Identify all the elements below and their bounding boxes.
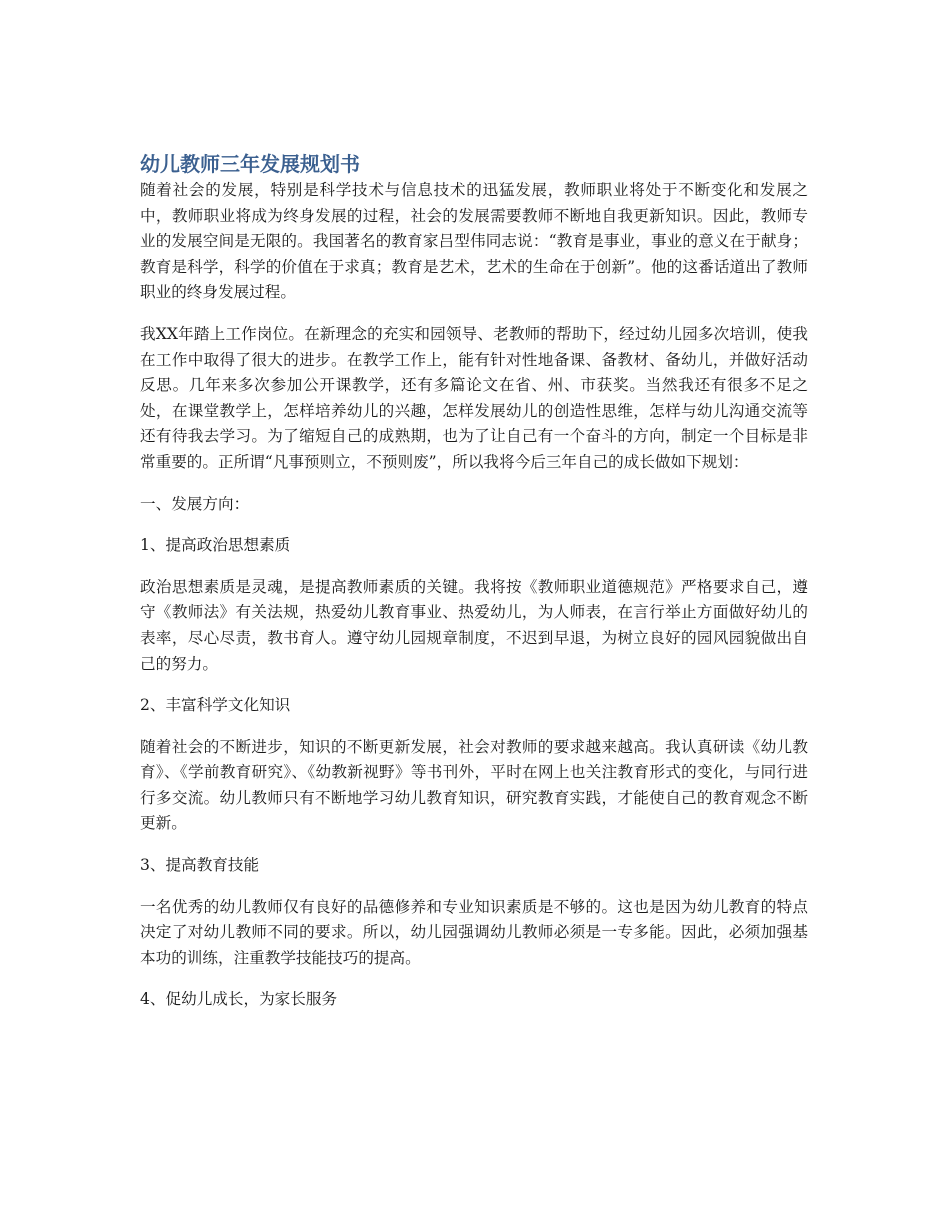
item-body-1: 政治思想素质是灵魂，是提高教师素质的关键。我将按《教师职业道德规范》严格要求自己，遵守《教师法》有关法规，热爱幼儿教育事业、热爱幼儿，为人师表，在言行举止方面做好幼儿的表率，尽心尽责，教书育人。遵守幼儿园规章制度，不迟到早退，为树立良好的园风园貌做出自己的努力。 xyxy=(140,577,808,673)
item-body-2: 随着社会的不断进步，知识的不断更新发展，社会对教师的要求越来越高。我认真研读《幼儿教育》、《学前教育研究》、《幼教新视野》等书刊外，平时在网上也关注教育形式的变化，与同行进行多交流。幼儿教师只有不断地学习幼儿教育知识，研究教育实践，才能使自己的教育观念不断更新。 xyxy=(140,737,808,833)
item-heading-4: 4、促幼儿成长，为家长服务 xyxy=(140,990,338,1009)
item-heading-3: 3、提高教育技能 xyxy=(140,856,260,875)
background-paragraph: 我XX年踏上工作岗位。在新理念的充实和园领导、老教师的帮助下，经过幼儿园多次培训，使我在工作中取得了很大的进步。在教学工作上，能有针对性地备课、备教材、备幼儿，并做好活动反思。几年来多次参加公开课教学，还有多篇论文在省、州、市获奖。当然我还有很多不足之处，在课堂教学上，怎样培养幼儿的兴趣，怎样发展幼儿的创造性思维，怎样与幼儿沟通交流等还有待我去学习。为了缩短自己的成熟期，也为了让自己有一个奋斗的方向，制定一个目标是非常重要的。正所谓“凡事预则立，不预则废”，所以我将今后三年自己的成长做如下规划： xyxy=(140,324,808,471)
item-body-3: 一名优秀的幼儿教师仅有良好的品德修养和专业知识素质是不够的。这也是因为幼儿教育的特点决定了对幼儿教师不同的要求。所以，幼儿园强调幼儿教师必须是一专多能。因此，必须加强基本功的训练，注重教学技能技巧的提高。 xyxy=(140,897,808,967)
section-heading-direction: 一、发展方向： xyxy=(140,494,250,513)
item-heading-1: 1、提高政治思想素质 xyxy=(140,536,291,555)
item-heading-2: 2、丰富科学文化知识 xyxy=(140,696,291,715)
intro-paragraph: 随着社会的发展，特别是科学技术与信息技术的迅猛发展，教师职业将处于不断变化和发展之中，教师职业将成为终身发展的过程，社会的发展需要教师不断地自我更新知识。因此，教师专业的发展空间是无限的。我国著名的教育家吕型伟同志说：“教育是事业，事业的意义在于献身；教育是科学，科学的价值在于求真；教育是艺术，艺术的生命在于创新”。他的这番话道出了教师职业的终身发展过程。 xyxy=(140,181,808,302)
document-page xyxy=(140,150,808,1029)
document-title: 幼儿教师三年发展规划书 xyxy=(140,152,360,176)
